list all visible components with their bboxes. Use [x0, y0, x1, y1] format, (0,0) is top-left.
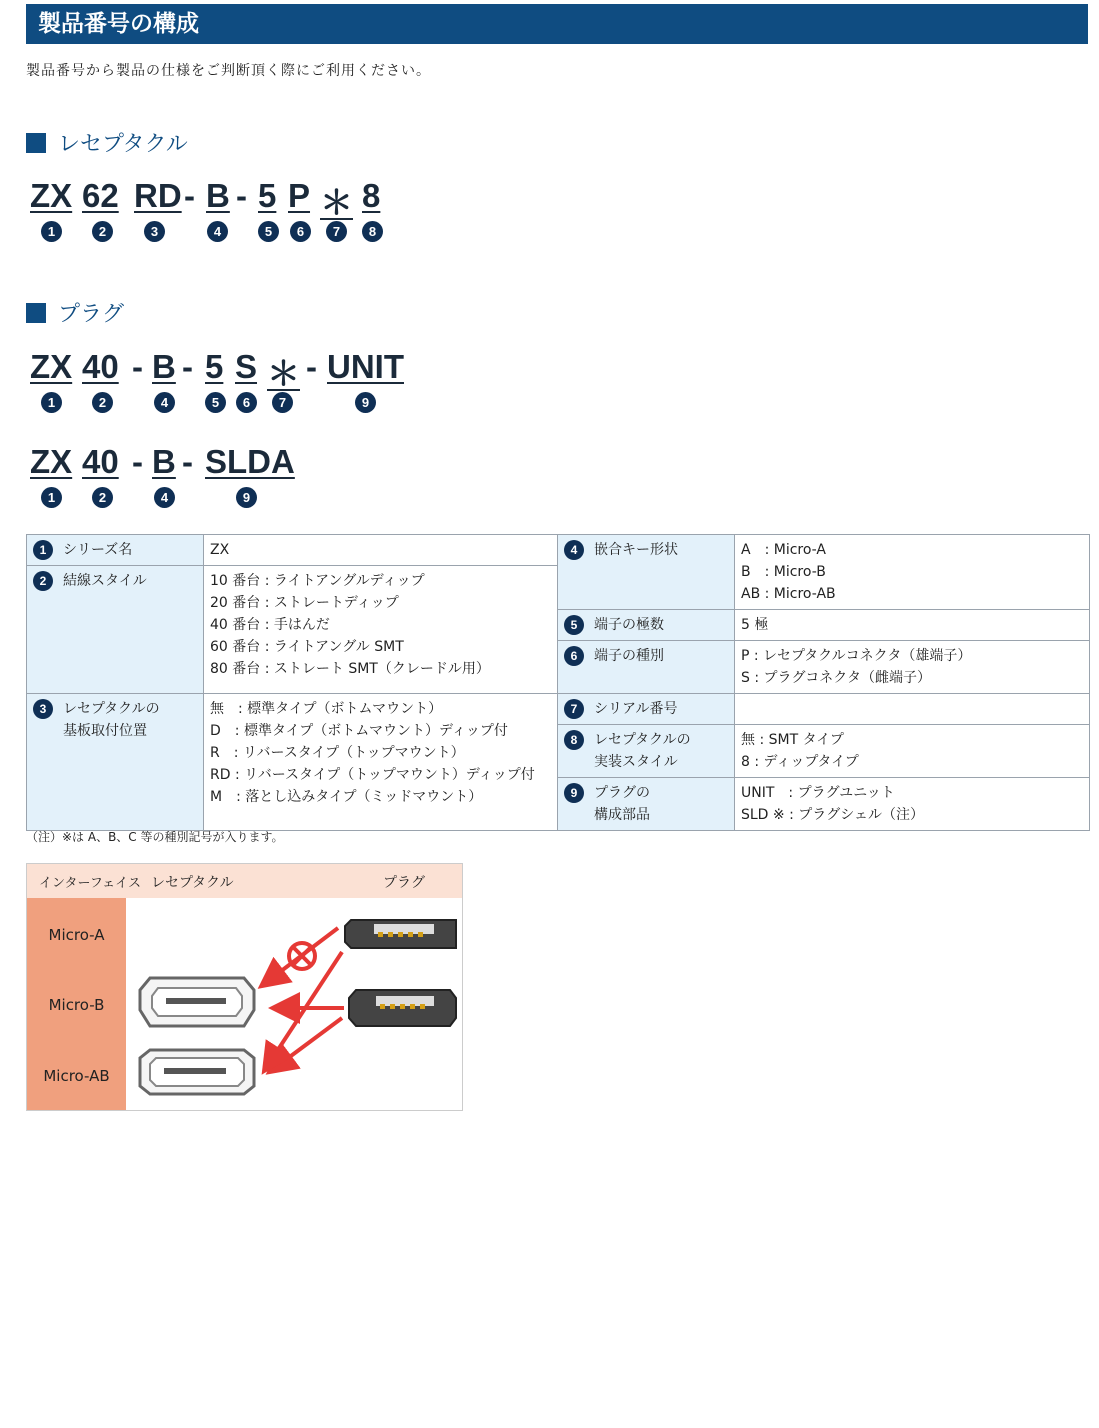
spec-value-line: 80 番台 : ストレート SMT（クレードル用） [210, 661, 490, 677]
spec-value-line: 無 : SMT タイプ [741, 732, 844, 748]
pn-token: UNIT [327, 348, 404, 385]
spec-label: 実装スタイル [594, 754, 678, 770]
spec-value-line: SLD ※ : プラグシェル（注） [741, 807, 924, 823]
pn-num-badge: 1 [41, 487, 62, 508]
pn-num-badge: 4 [154, 392, 175, 413]
pn-token: B [206, 177, 230, 214]
spec-label: レセプタクルの [594, 732, 691, 748]
spec-num-badge: 6 [564, 646, 584, 666]
pn-num-badge: 2 [92, 392, 113, 413]
spec-value-terminal-type [735, 641, 1090, 694]
compat-header-plug: プラグ [383, 875, 425, 891]
spec-value-serial [735, 694, 1090, 725]
spec-value-plug-parts [735, 778, 1090, 831]
pn-num-badge: 5 [258, 221, 279, 242]
spec-value-series: ZX [204, 535, 558, 566]
pn-num-badge: 7 [272, 392, 293, 413]
pn-separator: - [184, 177, 195, 214]
pn-separator: - [182, 348, 193, 385]
spec-num-badge: 9 [564, 783, 584, 803]
compat-interface-column [27, 898, 126, 1110]
pn-token: 40 [82, 443, 119, 480]
spec-key-wiring [27, 566, 204, 694]
spec-key-mount-position [27, 694, 204, 831]
pn-token: 62 [82, 177, 119, 214]
spec-value-line: A : Micro-A [741, 542, 827, 558]
spec-value-line: RD : リバースタイプ（トップマウント）ディップ付 [210, 767, 535, 783]
spec-label: 嵌合キー形状 [594, 542, 678, 558]
pn-num-badge: 9 [355, 392, 376, 413]
pn-separator: - [132, 443, 143, 480]
spec-value-line: AB : Micro-AB [741, 586, 836, 602]
pn-num-badge: 9 [236, 487, 257, 508]
compat-header-receptacle: レセプタクル [151, 875, 234, 891]
spec-table [26, 534, 1090, 831]
pn-token: RD [134, 177, 182, 214]
spec-value-line: 60 番台 : ライトアングル SMT [210, 639, 404, 655]
pn-token: ZX [30, 177, 73, 214]
square-bullet-icon [26, 133, 46, 153]
spec-num-badge: 3 [33, 699, 53, 719]
spec-key-series [27, 535, 204, 566]
spec-num-badge: 8 [564, 730, 584, 750]
spec-label: レセプタクルの [63, 701, 160, 717]
spec-value-line: UNIT : プラグユニット [741, 785, 895, 801]
spec-value-line: D : 標準タイプ（ボトムマウント）ディップ付 [210, 723, 508, 739]
compat-header [27, 864, 462, 898]
spec-num-badge: 2 [33, 571, 53, 591]
spec-value-line: M : 落とし込みタイプ（ミッドマウント） [210, 789, 483, 805]
spec-value-line: B : Micro-B [741, 564, 826, 580]
spec-label: プラグの [594, 785, 650, 801]
pn-token: ZX [30, 443, 73, 480]
pn-token: B [152, 443, 176, 480]
spec-label: 端子の極数 [594, 617, 664, 633]
pn-separator: - [236, 177, 247, 214]
pn-num-badge: 1 [41, 221, 62, 242]
spec-value-wiring [204, 566, 558, 694]
spec-value-mount-position [204, 694, 558, 831]
pn-token: S [235, 348, 258, 385]
spec-num-badge: 7 [564, 699, 584, 719]
micro-b-plug-icon [349, 990, 456, 1026]
pn-num-badge: 6 [290, 221, 311, 242]
micro-b-receptacle-icon [140, 978, 254, 1026]
compat-row-micro-a: Micro-A [48, 926, 105, 944]
spec-label: 構成部品 [594, 807, 650, 823]
spec-value-line: 10 番台 : ライトアングルディップ [210, 573, 425, 589]
pn-num-badge: 2 [92, 221, 113, 242]
spec-key-poles [558, 610, 735, 641]
pn-separator: - [306, 348, 317, 385]
page-title: 製品番号の構成 [26, 4, 1088, 44]
compat-arrows [264, 928, 344, 1070]
pn-token: 5 [205, 348, 224, 385]
spec-key-terminal-type [558, 641, 735, 694]
section-receptacle-label: レセプタクル [58, 132, 188, 157]
pn-token: 8 [362, 177, 381, 214]
prohibited-icon [289, 943, 315, 969]
pn-separator: - [182, 443, 193, 480]
spec-value-line: 8 : ディップタイプ [741, 754, 859, 770]
pn-token: B [152, 348, 176, 385]
compat-row-micro-b: Micro-B [48, 996, 105, 1014]
connector-illustration [126, 898, 462, 1110]
pn-separator: - [132, 348, 143, 385]
spec-value-line: 無 : 標準タイプ（ボトムマウント） [210, 701, 443, 717]
spec-num-badge: 1 [33, 540, 53, 560]
section-receptacle [26, 127, 188, 158]
spec-key-key-shape [558, 535, 735, 610]
spec-label: 端子の種別 [594, 648, 664, 664]
pn-num-badge: 5 [205, 392, 226, 413]
pn-num-badge: 3 [144, 221, 165, 242]
spec-value-line: 40 番台 : 手はんだ [210, 617, 330, 633]
pn-num-badge: 4 [154, 487, 175, 508]
section-plug-label: プラグ [58, 302, 125, 327]
spec-label: シリアル番号 [594, 701, 678, 717]
spec-value-line: P : レセプタクルコネクタ（雄端子） [741, 648, 972, 664]
pn-num-badge: 1 [41, 392, 62, 413]
spec-label: シリーズ名 [63, 542, 133, 558]
footnote: （注）※は A、B、C 等の種別記号が入ります。 [26, 830, 284, 844]
pn-token: ＊ [320, 184, 353, 221]
pn-token: ＊ [267, 355, 300, 392]
pn-token: SLDA [205, 443, 295, 480]
spec-value-line: S : プラグコネクタ（雌端子） [741, 670, 931, 686]
intro-text: 製品番号から製品の仕様をご判断頂く際にご利用ください。 [26, 63, 431, 79]
spec-key-mount-style [558, 725, 735, 778]
compat-row-micro-ab: Micro-AB [43, 1067, 110, 1085]
pn-token: 40 [82, 348, 119, 385]
table-row [27, 535, 1090, 566]
spec-key-serial [558, 694, 735, 725]
pn-token: P [288, 177, 311, 214]
section-plug [26, 297, 124, 328]
spec-num-badge: 5 [564, 615, 584, 635]
spec-value-line: 20 番台 : ストレートディップ [210, 595, 399, 611]
micro-ab-receptacle-icon [140, 1050, 254, 1094]
spec-value-mount-style [735, 725, 1090, 778]
spec-value-line: R : リバースタイプ（トップマウント） [210, 745, 465, 761]
pn-num-badge: 2 [92, 487, 113, 508]
pn-num-badge: 7 [326, 221, 347, 242]
pn-num-badge: 8 [362, 221, 383, 242]
table-row [27, 694, 1090, 725]
compatibility-diagram [26, 863, 463, 1111]
square-bullet-icon [26, 303, 46, 323]
spec-num-badge: 4 [564, 540, 584, 560]
pn-token: 5 [258, 177, 277, 214]
micro-a-plug-icon [345, 920, 456, 948]
pn-num-badge: 6 [236, 392, 257, 413]
spec-value-poles: 5 極 [735, 610, 1090, 641]
spec-key-plug-parts [558, 778, 735, 831]
pn-num-badge: 4 [207, 221, 228, 242]
spec-value-key-shape [735, 535, 1090, 610]
pn-token: ZX [30, 348, 73, 385]
compat-header-interface: インターフェイス [39, 876, 142, 891]
spec-label: 結線スタイル [63, 573, 147, 589]
spec-label: 基板取付位置 [63, 723, 147, 739]
